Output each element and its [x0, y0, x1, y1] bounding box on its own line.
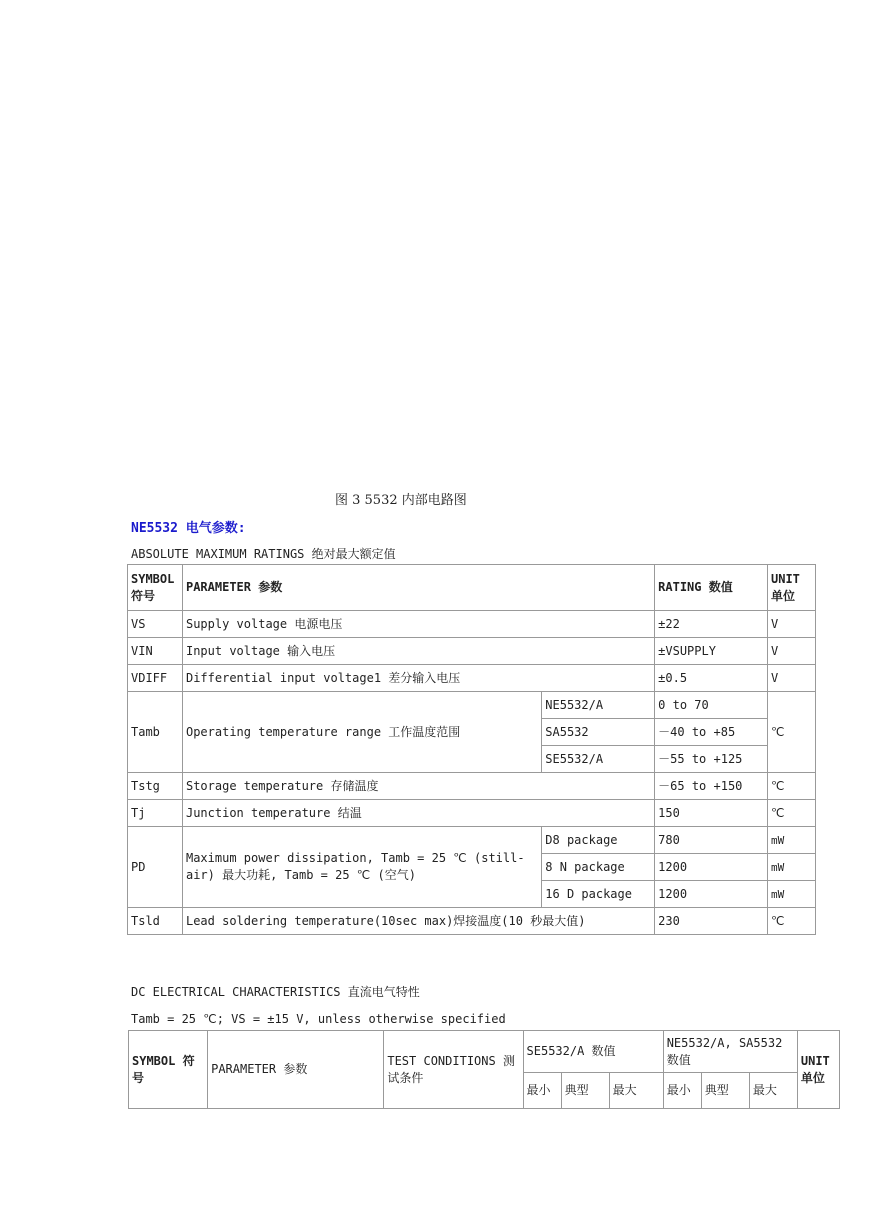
table-header-row: [129, 1031, 840, 1073]
rating-cell: －40 to +85: [655, 719, 768, 746]
header-test-conditions: TEST CONDITIONS 测试条件: [384, 1031, 523, 1109]
figure-caption: 图 3 5532 内部电路图: [335, 493, 467, 508]
symbol-cell: VDIFF: [128, 665, 183, 692]
condition-cell: SA5532: [542, 719, 655, 746]
rating-cell: 1200: [655, 854, 768, 881]
unit-cell: ℃: [768, 773, 816, 800]
symbol-cell: Tsld: [128, 908, 183, 935]
parameter-cell: Operating temperature range 工作温度范围: [182, 692, 541, 773]
unit-cell: ℃: [768, 692, 816, 773]
header-max: 最大: [749, 1073, 797, 1109]
symbol-cell: VIN: [128, 638, 183, 665]
absolute-max-ratings-table: [127, 564, 816, 935]
rating-cell: －65 to +150: [655, 773, 768, 800]
header-ne5532: NE5532/A, SA5532 数值: [663, 1031, 797, 1073]
rating-cell: 150: [655, 800, 768, 827]
unit-cell: ℃: [768, 800, 816, 827]
section-title: NE5532 电气参数:: [131, 521, 246, 536]
unit-cell: ℃: [768, 908, 816, 935]
table-row: [128, 611, 816, 638]
parameter-cell: Input voltage 输入电压: [182, 638, 654, 665]
condition-cell: SE5532/A: [542, 746, 655, 773]
header-symbol: SYMBOL 符号: [128, 565, 183, 611]
parameter-cell: Storage temperature 存储温度: [182, 773, 654, 800]
unit-cell: mW: [768, 854, 816, 881]
abs-max-title: ABSOLUTE MAXIMUM RATINGS 绝对最大额定值: [131, 547, 396, 561]
unit-cell: mW: [768, 827, 816, 854]
rating-cell: －55 to +125: [655, 746, 768, 773]
rating-cell: 780: [655, 827, 768, 854]
table-row: [128, 638, 816, 665]
header-min: 最小: [523, 1073, 561, 1109]
dc-characteristics-title: DC ELECTRICAL CHARACTERISTICS 直流电气特性: [131, 985, 420, 999]
header-unit: UNIT 单位: [797, 1031, 839, 1109]
unit-cell: mW: [768, 881, 816, 908]
header-se5532: SE5532/A 数值: [523, 1031, 663, 1073]
parameter-cell: Maximum power dissipation, Tamb = 25 ℃ (still-air) 最大功耗, Tamb = 25 ℃ (空气): [182, 827, 541, 908]
table-row: [128, 773, 816, 800]
table-row: [128, 800, 816, 827]
parameter-cell: Differential input voltage1 差分输入电压: [182, 665, 654, 692]
header-min: 最小: [663, 1073, 701, 1109]
header-typ: 典型: [701, 1073, 749, 1109]
unit-cell: V: [768, 611, 816, 638]
rating-cell: 1200: [655, 881, 768, 908]
rating-cell: 0 to 70: [655, 692, 768, 719]
unit-cell: V: [768, 665, 816, 692]
symbol-cell: Tamb: [128, 692, 183, 773]
condition-cell: D8 package: [542, 827, 655, 854]
symbol-cell: Tstg: [128, 773, 183, 800]
header-parameter: PARAMETER 参数: [208, 1031, 384, 1109]
symbol-cell: Tj: [128, 800, 183, 827]
condition-cell: NE5532/A: [542, 692, 655, 719]
header-parameter: PARAMETER 参数: [182, 565, 654, 611]
table-row: [128, 692, 816, 719]
table-row: [128, 665, 816, 692]
condition-cell: 16 D package: [542, 881, 655, 908]
rating-cell: ±VSUPPLY: [655, 638, 768, 665]
table-row: [128, 827, 816, 854]
header-rating: RATING 数值: [655, 565, 768, 611]
header-symbol: SYMBOL 符号: [129, 1031, 208, 1109]
header-max: 最大: [609, 1073, 663, 1109]
symbol-cell: VS: [128, 611, 183, 638]
rating-cell: ±0.5: [655, 665, 768, 692]
parameter-cell: Lead soldering temperature(10sec max)焊接温度(10 秒最大值): [182, 908, 654, 935]
dc-characteristics-table: [128, 1030, 840, 1109]
condition-cell: 8 N package: [542, 854, 655, 881]
symbol-cell: PD: [128, 827, 183, 908]
parameter-cell: Junction temperature 结温: [182, 800, 654, 827]
table-row: [128, 908, 816, 935]
unit-cell: V: [768, 638, 816, 665]
dc-conditions: Tamb = 25 ℃; VS = ±15 V, unless otherwise specified: [131, 1012, 506, 1026]
header-typ: 典型: [561, 1073, 609, 1109]
table-header-row: [128, 565, 816, 611]
header-unit: UNIT 单位: [768, 565, 816, 611]
parameter-cell: Supply voltage 电源电压: [182, 611, 654, 638]
rating-cell: 230: [655, 908, 768, 935]
rating-cell: ±22: [655, 611, 768, 638]
